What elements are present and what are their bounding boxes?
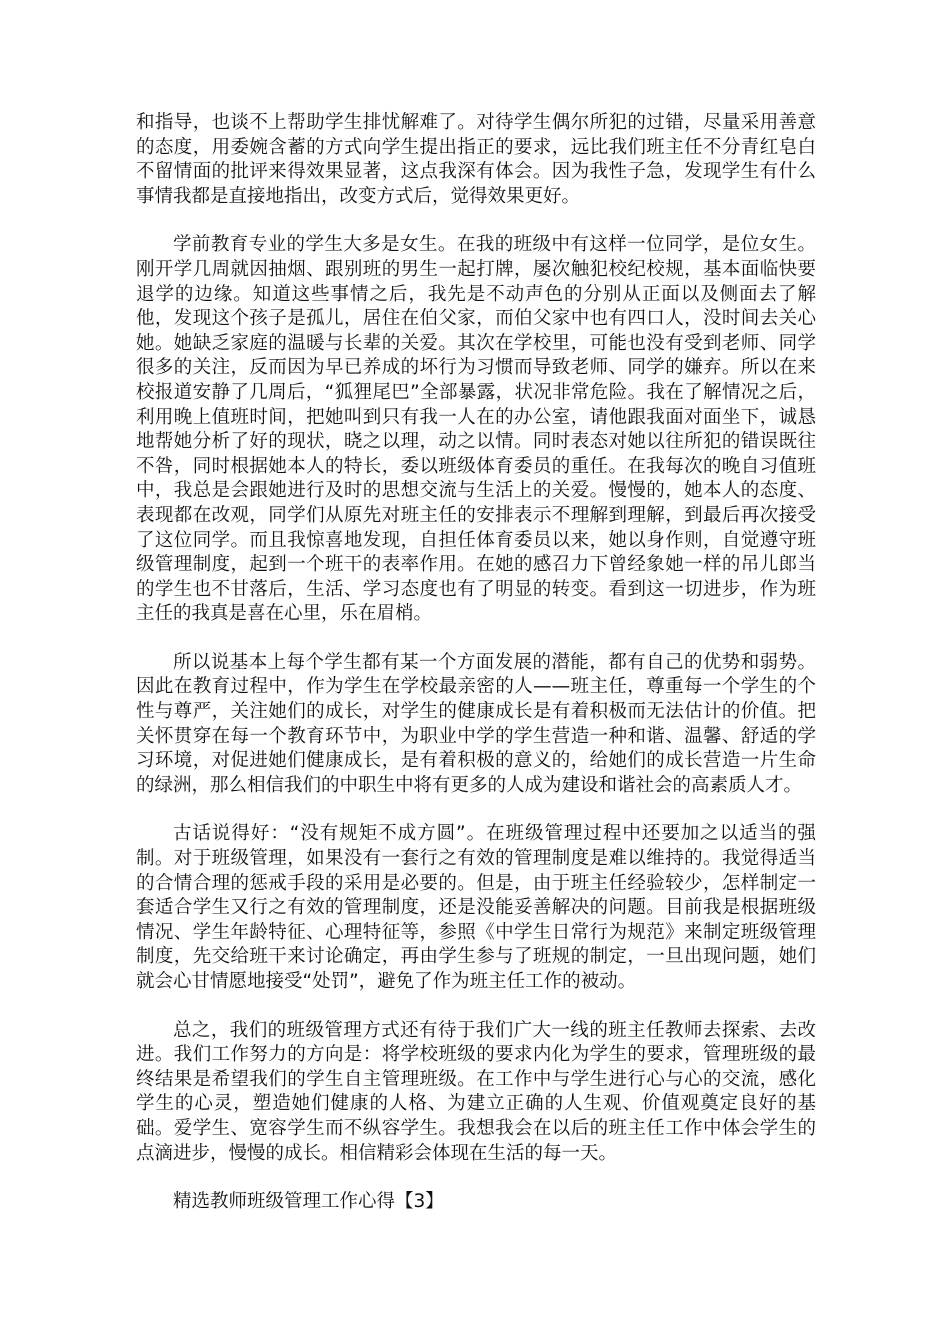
paragraph-conclusion: 总之，我们的班级管理方式还有待于我们广大一线的班主任教师去探索、去改进。我们工作努力的方向是：将学校班级的要求内化为学生的要求，管理班级的最终结果是希望我们的学生自主管理班级。在工作中与学生进行心与心的交流，感化学生的心灵，塑造她们健康的人格、为建立正确的人生观、价值观奠定良好的基础。爱学生、宽容学生而不纵容学生。我想我会在以后的班主任工作中体会学生的点滴进步，慢慢的成长。相信精彩会体现在生活的每一天。 bbox=[136, 1019, 816, 1164]
paragraph-student-story: 学前教育专业的学生大多是女生。在我的班级中有这样一位同学，是位女生。刚开学几周就因抽烟、跟别班的男生一起打牌，屡次触犯校纪校规，基本面临快要退学的边缘。知道这些事情之后，我先是不动声色的分别从正面以及侧面去了解他，发现这个孩子是孤儿，居住在伯父家，而伯父家中也有四口人，没时间去关心她。她缺乏家庭的温暖与长辈的关爱。其次在学校里，可能也没有受到老师、同学很多的关注，反而因为早已养成的坏行为习惯而导致老师、同学的嫌弃。所以在来校报道安静了几周后，“狐狸尾巴”全部暴露，状况非常危险。我在了解情况之后，利用晚上值班时间，把她叫到只有我一人在的办公室，请他跟我面对面坐下，诚恳地帮她分析了好的现状，晓之以理，动之以情。同时表态对她以往所犯的错误既往不咎，同时根据她本人的特长，委以班级体育委员的重任。在我每次的晚自习值班中，我总是会跟她进行及时的思想交流与生活上的关爱。慢慢的，她本人的态度、表现都在改观，同学们从原先对班主任的安排表示不理解到理解，到最后再次接受了这位同学。而且我惊喜地发现，自担任体育委员以来，她以身作则，自觉遵守班级管理制度，起到一个班干的表率作用。在她的感召力下曾经象她一样的吊儿郎当的学生也不甘落后，生活、学习态度也有了明显的转变。看到这一切进步，作为班主任的我真是喜在心里，乐在眉梢。 bbox=[136, 234, 816, 625]
section-heading: 精选教师班级管理工作心得【3】 bbox=[173, 1191, 444, 1213]
paragraph-continuation: 和指导，也谈不上帮助学生排忧解难了。对待学生偶尔所犯的过错，尽量采用善意的态度，用委婉含蓄的方式向学生提出指正的要求，远比我们班主任不分青红皂白不留情面的批评来得效果显著，这点我深有体会。因为我性子急，发现学生有什么事情我都是直接地指出，改变方式后，觉得效果更好。 bbox=[136, 112, 816, 207]
paragraph-potential: 所以说基本上每个学生都有某一个方面发展的潜能，都有自己的优势和弱势。因此在教育过程中，作为学生在学校最亲密的人——班主任，尊重每一个学生的个性与尊严，关注她们的成长，对学生的健康成长是有着积极而无法估计的价值。把关怀贯穿在每一个教育环节中，为职业中学的学生营造一种和谐、温馨、舒适的学习环境，对促进她们健康成长，是有着积极的意义的，给她们的成长营造一片生命的绿洲，那么相信我们的中职生中将有更多的人成为建设和谐社会的高素质人才。 bbox=[136, 651, 816, 796]
paragraph-rules: 古话说得好：“没有规矩不成方圆”。在班级管理过程中还要加之以适当的强制。对于班级管理，如果没有一套行之有效的管理制度是难以维持的。我觉得适当的合情合理的惩戒手段的采用是必要的。但是，由于班主任经验较少，怎样制定一套适合学生又行之有效的管理制度，还是没能妥善解决的问题。目前我是根据班级情况、学生年龄特征、心理特征等，参照《中学生日常行为规范》来制定班级管理制度，先交给班干来讨论确定，再由学生参与了班规的制定，一旦出现问题，她们就会心甘情愿地接受“处罚”，避免了作为班主任工作的被动。 bbox=[136, 823, 816, 992]
document-page bbox=[136, 111, 816, 1215]
